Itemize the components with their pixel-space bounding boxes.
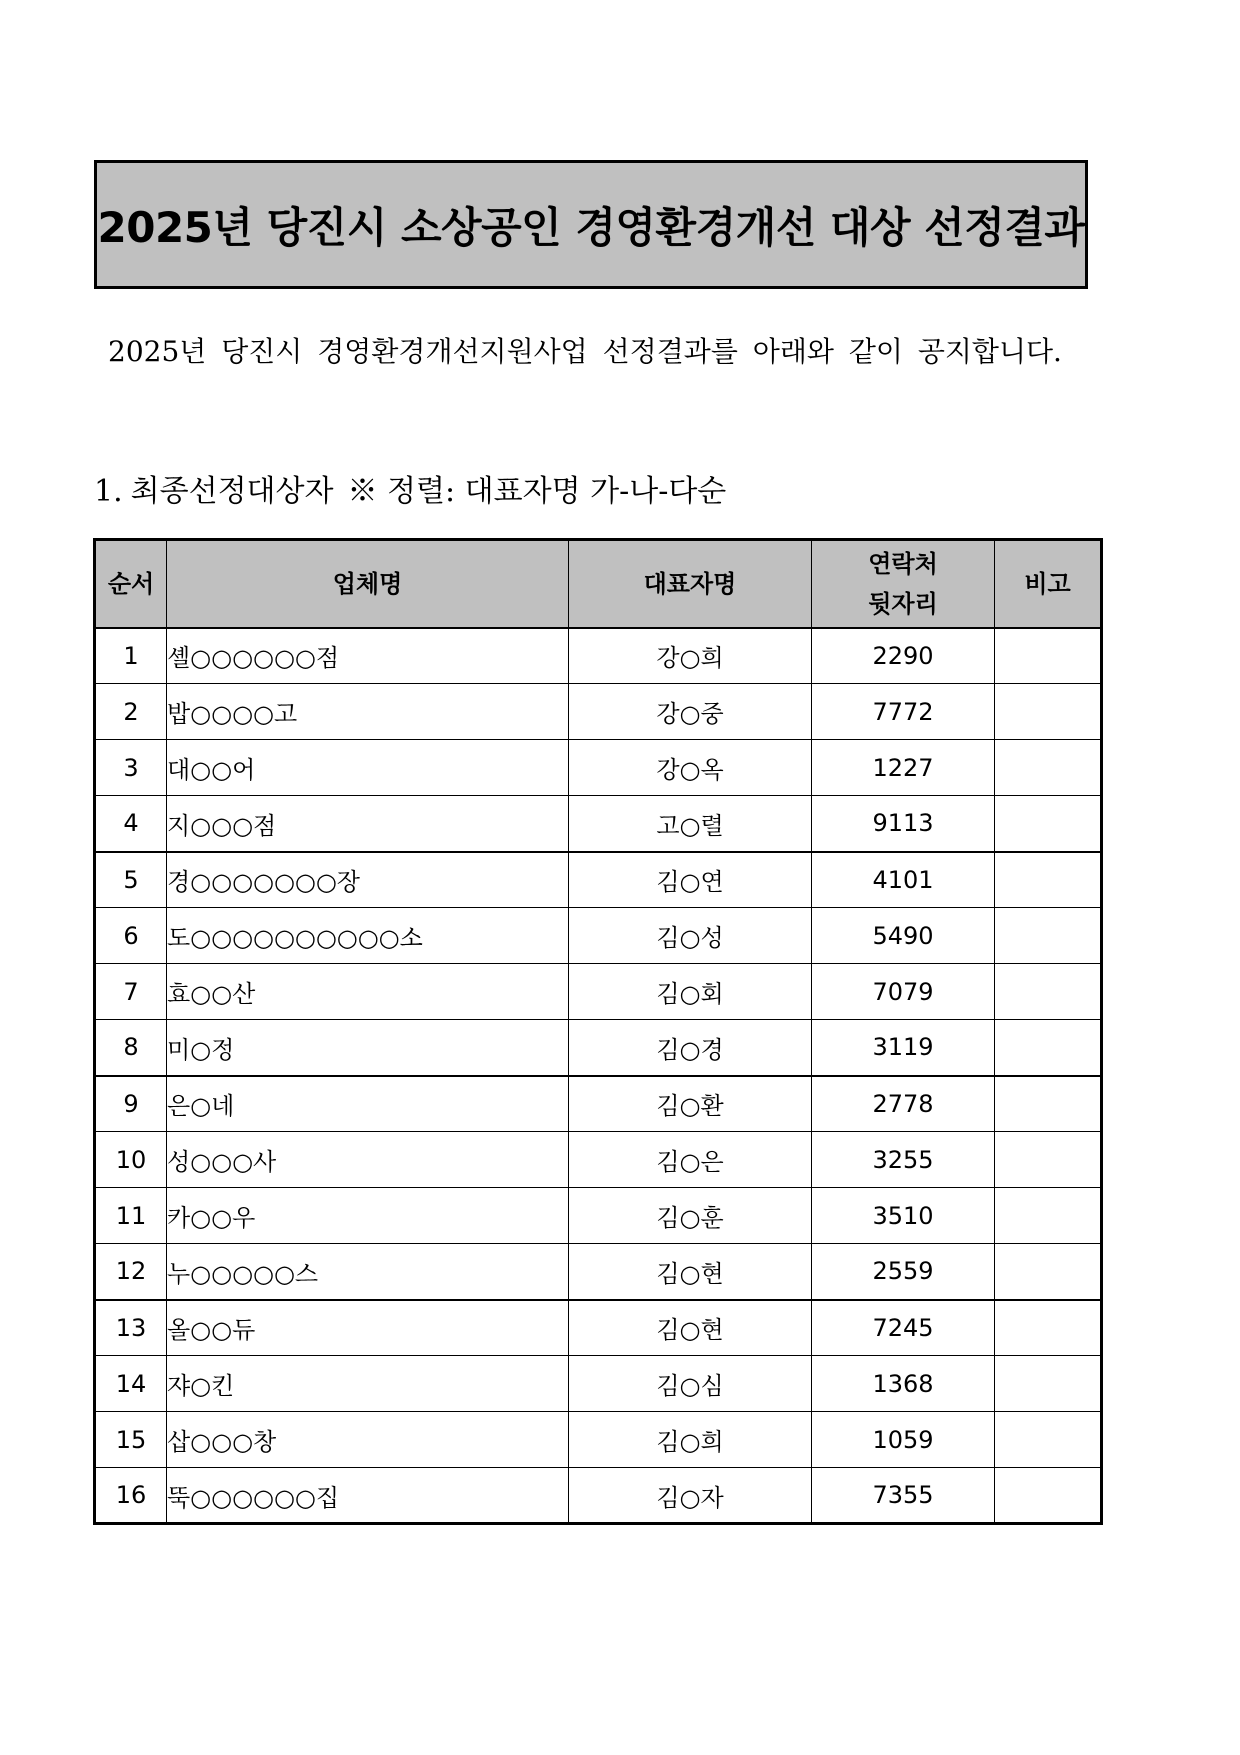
table-row	[95, 740, 1102, 796]
row-phone-last-digits: 3255	[812, 1132, 995, 1188]
row-note	[995, 852, 1102, 908]
table-row	[95, 1412, 1102, 1468]
row-phone-last-digits: 9113	[812, 796, 995, 852]
row-business-name: 누○○○○○스	[167, 1244, 569, 1300]
table-row	[95, 1356, 1102, 1412]
row-note	[995, 1076, 1102, 1132]
row-representative: 김○회	[569, 964, 812, 1020]
row-seq: 13	[95, 1300, 167, 1356]
row-business-name: 성○○○사	[167, 1132, 569, 1188]
section-number: 1.	[94, 474, 123, 509]
row-phone-last-digits: 1059	[812, 1412, 995, 1468]
header-note: 비고	[995, 540, 1102, 628]
row-phone-last-digits: 1227	[812, 740, 995, 796]
row-seq: 10	[95, 1132, 167, 1188]
row-representative: 김○현	[569, 1244, 812, 1300]
sort-note: ※ 정렬: 대표자명 가-나-다순	[347, 474, 727, 509]
row-representative: 강○옥	[569, 740, 812, 796]
row-phone-last-digits: 2559	[812, 1244, 995, 1300]
row-seq: 7	[95, 964, 167, 1020]
row-note	[995, 628, 1102, 684]
section-title: 최종선정대상자	[130, 474, 334, 509]
row-note	[995, 1468, 1102, 1524]
row-representative: 김○훈	[569, 1188, 812, 1244]
row-seq: 2	[95, 684, 167, 740]
row-phone-last-digits: 3510	[812, 1188, 995, 1244]
row-seq: 16	[95, 1468, 167, 1524]
row-seq: 14	[95, 1356, 167, 1412]
row-representative: 김○성	[569, 908, 812, 964]
row-business-name: 삽○○○창	[167, 1412, 569, 1468]
row-phone-last-digits: 4101	[812, 852, 995, 908]
row-representative: 김○현	[569, 1300, 812, 1356]
table-row	[95, 628, 1102, 684]
table-row	[95, 1468, 1102, 1524]
row-seq: 12	[95, 1244, 167, 1300]
row-representative: 김○연	[569, 852, 812, 908]
row-representative: 강○중	[569, 684, 812, 740]
row-note	[995, 964, 1102, 1020]
row-note	[995, 1356, 1102, 1412]
row-business-name: 밥○○○○고	[167, 684, 569, 740]
row-representative: 김○경	[569, 1020, 812, 1076]
table-row	[95, 684, 1102, 740]
table-row	[95, 1244, 1102, 1300]
table-row	[95, 1076, 1102, 1132]
row-business-name: 쟈○킨	[167, 1356, 569, 1412]
row-note	[995, 796, 1102, 852]
row-phone-last-digits: 7079	[812, 964, 995, 1020]
row-business-name: 올○○듀	[167, 1300, 569, 1356]
header-phone-line1: 연락처	[868, 549, 938, 578]
table-row	[95, 908, 1102, 964]
page-title: 2025년 당진시 소상공인 경영환경개선 대상 선정결과	[97, 202, 1085, 252]
header-phone	[812, 540, 995, 628]
intro-text: 2025년 당진시 경영환경개선지원사업 선정결과를 아래와 같이 공지합니다.	[108, 335, 1062, 368]
row-representative: 고○렬	[569, 796, 812, 852]
header-seq: 순서	[95, 540, 167, 628]
row-seq: 5	[95, 852, 167, 908]
table-row	[95, 964, 1102, 1020]
row-seq: 1	[95, 628, 167, 684]
row-phone-last-digits: 7245	[812, 1300, 995, 1356]
table-row	[95, 1188, 1102, 1244]
row-business-name: 미○정	[167, 1020, 569, 1076]
row-representative: 강○희	[569, 628, 812, 684]
header-business-name: 업체명	[167, 540, 569, 628]
table-row	[95, 1300, 1102, 1356]
row-phone-last-digits: 5490	[812, 908, 995, 964]
row-note	[995, 1412, 1102, 1468]
row-phone-last-digits: 7772	[812, 684, 995, 740]
row-phone-last-digits: 1368	[812, 1356, 995, 1412]
header-phone-line2: 뒷자리	[868, 589, 938, 618]
row-seq: 6	[95, 908, 167, 964]
row-note	[995, 1020, 1102, 1076]
section-heading	[94, 466, 726, 510]
row-business-name: 대○○어	[167, 740, 569, 796]
selection-table	[93, 538, 1103, 1525]
row-note	[995, 1188, 1102, 1244]
table-body	[95, 628, 1102, 1524]
table-row	[95, 1020, 1102, 1076]
row-phone-last-digits: 2778	[812, 1076, 995, 1132]
row-note	[995, 740, 1102, 796]
row-seq: 11	[95, 1188, 167, 1244]
row-representative: 김○자	[569, 1468, 812, 1524]
row-representative: 김○희	[569, 1412, 812, 1468]
row-seq: 3	[95, 740, 167, 796]
table-row	[95, 1132, 1102, 1188]
row-seq: 9	[95, 1076, 167, 1132]
table-header-row	[95, 540, 1102, 628]
row-business-name: 뚝○○○○○○집	[167, 1468, 569, 1524]
header-representative: 대표자명	[569, 540, 812, 628]
row-representative: 김○환	[569, 1076, 812, 1132]
title-box	[94, 160, 1088, 289]
row-seq: 15	[95, 1412, 167, 1468]
row-representative: 김○은	[569, 1132, 812, 1188]
row-seq: 4	[95, 796, 167, 852]
row-business-name: 셸○○○○○○점	[167, 628, 569, 684]
row-note	[995, 1132, 1102, 1188]
row-phone-last-digits: 3119	[812, 1020, 995, 1076]
row-seq: 8	[95, 1020, 167, 1076]
row-business-name: 은○네	[167, 1076, 569, 1132]
row-business-name: 경○○○○○○○장	[167, 852, 569, 908]
row-business-name: 도○○○○○○○○○○소	[167, 908, 569, 964]
table-row	[95, 852, 1102, 908]
row-business-name: 카○○우	[167, 1188, 569, 1244]
row-representative: 김○심	[569, 1356, 812, 1412]
row-business-name: 지○○○점	[167, 796, 569, 852]
row-business-name: 효○○산	[167, 964, 569, 1020]
row-note	[995, 908, 1102, 964]
row-note	[995, 684, 1102, 740]
row-note	[995, 1300, 1102, 1356]
row-note	[995, 1244, 1102, 1300]
row-phone-last-digits: 7355	[812, 1468, 995, 1524]
row-phone-last-digits: 2290	[812, 628, 995, 684]
table-row	[95, 796, 1102, 852]
